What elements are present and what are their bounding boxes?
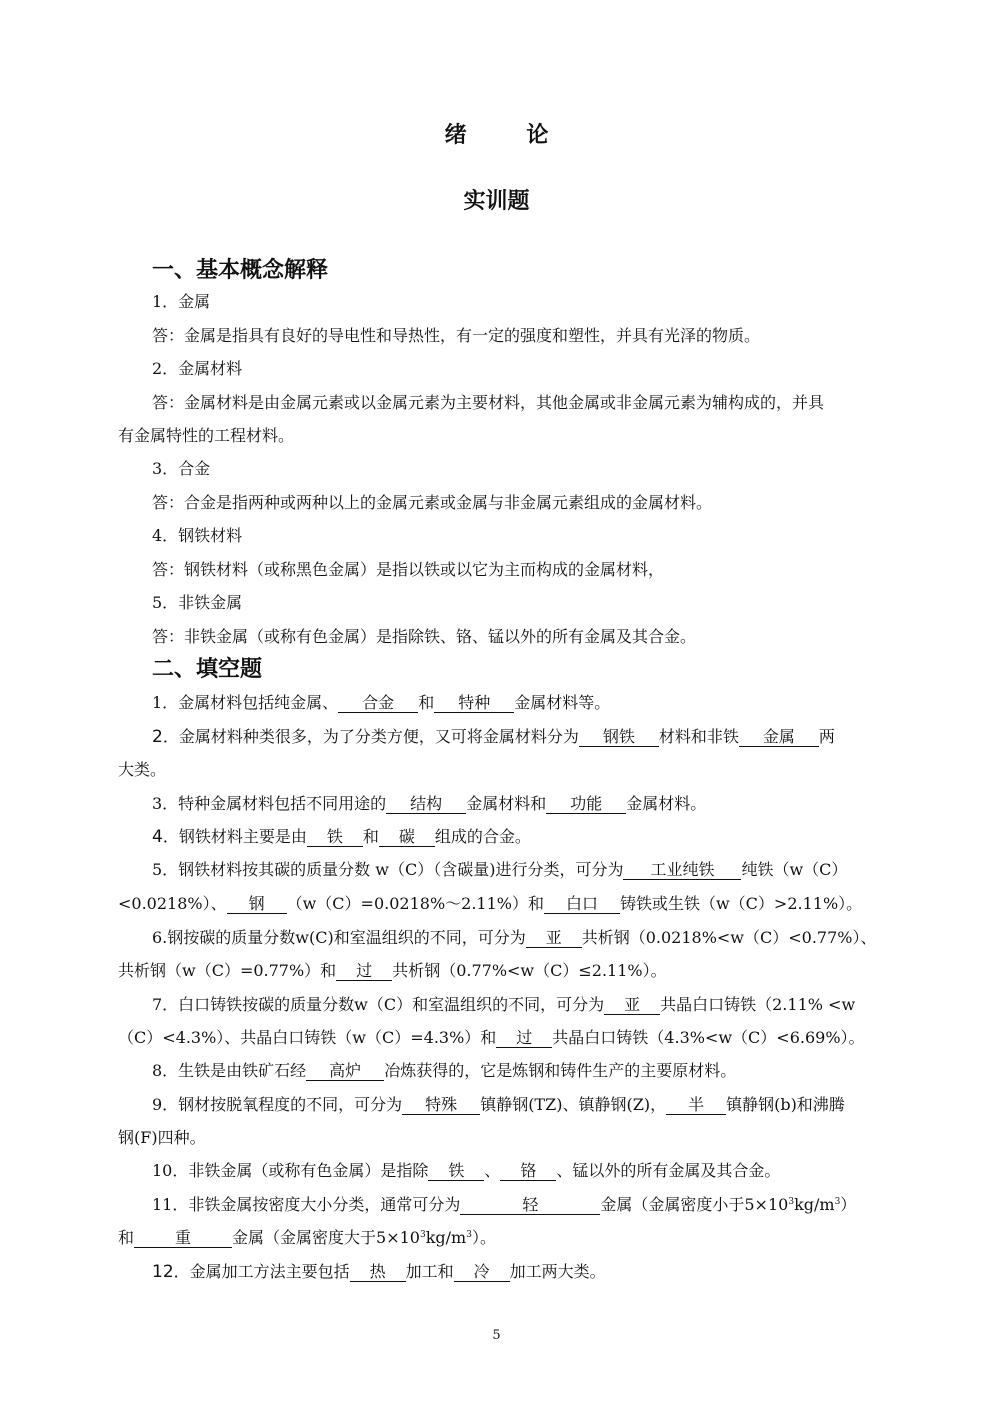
question-9-cont: 钢(F)四种。 <box>118 1128 206 1147</box>
answer-blank: 半 <box>666 1095 726 1115</box>
term-2: 2．金属材料 <box>152 359 243 378</box>
question-3: 3．特种金属材料包括不同用途的 结构 金属材料和 功能 金属材料。 <box>152 794 707 813</box>
answer-2-line1: 答：金属材料是由金属元素或以金属元素为主要材料，其他金属或非金属元素为辅构成的，并具 <box>152 393 825 412</box>
answer-blank: 工业纯铁 <box>623 860 741 880</box>
answer-blank: 铁 <box>428 1161 484 1181</box>
question-7-cont: （C）<4.3%）、共晶白口铸铁（w（C）=4.3%）和 过 共晶白口铸铁（4.3%<w（C）<6.69%）。 <box>118 1028 865 1047</box>
answer-blank: 钢 <box>227 894 287 914</box>
answer-blank: 钢铁 <box>579 727 659 747</box>
question-8: 8．生铁是由铁矿石经 高炉 冶炼获得的，它是炼钢和铸件生产的主要原材料。 <box>152 1061 737 1080</box>
question-6: 6.钢按碳的质量分数w(C)和室温组织的不同，可分为 亚 共析钢（0.0218%<w（C）<0.77%）、 <box>152 928 877 947</box>
question-11: 11．非铁金属按密度大小分类，通常可分为 轻 金属（金属密度小于$5\times 10^3kg/m^3$） <box>152 1195 857 1214</box>
answer-blank: 特殊 <box>402 1095 480 1115</box>
answer-5: 答：非铁金属（或称有色金属）是指除铁、铬、锰以外的所有金属及其合金。 <box>152 627 697 646</box>
answer-2-line2: 有金属特性的工程材料。 <box>118 426 295 445</box>
page-number: 5 <box>492 1328 501 1343</box>
question-9: 9．钢材按脱氧程度的不同，可分为 特殊 镇静钢(TZ)、镇静钢(Z)， 半 镇静钢(b)和沸腾 <box>152 1095 845 1114</box>
answer-blank: 亚 <box>604 995 660 1015</box>
question-4: 4．钢铁材料主要是由 铁 和 碳 组成的合金。 <box>152 827 531 847</box>
question-1: 1．金属材料包括纯金属、 合金 和 特种 金属材料等。 <box>152 693 611 712</box>
answer-blank: 铁 <box>307 827 363 847</box>
answer-blank: 碳 <box>379 827 435 847</box>
answer-blank: 热 <box>350 1262 406 1282</box>
question-6-cont: 共析钢（w（C）=0.77%）和 过 共析钢（0.77%<w（C）≤2.11%）。 <box>118 961 667 980</box>
answer-blank: 过 <box>496 1028 552 1048</box>
question-5-cont: <0.0218%）、 钢 （w（C）=0.0218%～2.11%）和 白口 铸铁或生铁（w（C）>2.11%）。 <box>118 894 863 913</box>
answer-3: 答：合金是指两种或两种以上的金属元素或金属与非金属元素组成的金属材料。 <box>152 493 713 512</box>
term-1: 1．金属 <box>152 292 211 311</box>
answer-blank: 冷 <box>454 1262 510 1282</box>
answer-blank: 白口 <box>544 894 620 914</box>
answer-blank: 功能 <box>546 794 626 814</box>
answer-1: 答：金属是指具有良好的导电性和导热性，有一定的强度和塑性，并具有光泽的物质。 <box>152 326 761 345</box>
answer-blank: 铬 <box>500 1161 556 1181</box>
question-10: 10．非铁金属（或称有色金属）是指除 铁 、 铬 、锰以外的所有金属及其合金。 <box>152 1161 781 1180</box>
term-4: 4．钢铁材料 <box>152 526 243 545</box>
question-12: 12．金属加工方法主要包括 热 加工和 冷 加工两大类。 <box>152 1262 606 1282</box>
term-5: 5．非铁金属 <box>152 593 243 612</box>
answer-blank: 亚 <box>526 928 582 948</box>
answer-blank: 金属 <box>739 727 819 747</box>
question-7: 7．白口铸铁按碳的质量分数w（C）和室温组织的不同，可分为 亚 共晶白口铸铁（2.11% <w <box>152 995 856 1014</box>
answer-blank: 轻 <box>460 1195 600 1215</box>
chapter-title: 绪 论 <box>444 123 575 148</box>
section-subtitle: 实训题 <box>463 189 530 214</box>
term-3: 3．合金 <box>152 459 211 478</box>
answer-4: 答：钢铁材料（或称黑色金属）是指以铁或以它为主而构成的金属材料， <box>152 560 665 579</box>
question-5: 5．钢铁材料按其碳的质量分数 w（C）（含碳量)进行分类，可分为 工业纯铁 纯铁（w（C） <box>152 860 848 879</box>
section-heading-fill-blank: 二、填空题 <box>152 657 263 682</box>
answer-blank: 结构 <box>386 794 466 814</box>
section-heading-concepts: 一、基本概念解释 <box>152 258 329 283</box>
answer-blank: 合金 <box>338 693 418 713</box>
question-2-cont: 大类。 <box>118 760 167 779</box>
answer-blank: 特种 <box>434 693 514 713</box>
question-11-cont: 和 重 金属（金属密度大于$5\times 10^3kg/m^3$）。 <box>118 1228 496 1247</box>
answer-blank: 高炉 <box>306 1061 384 1081</box>
answer-blank: 重 <box>134 1228 232 1248</box>
answer-blank: 过 <box>336 961 392 981</box>
question-2: 2．金属材料种类很多，为了分类方便，又可将金属材料分为 钢铁 材料和非铁 金属 两 <box>152 727 835 747</box>
